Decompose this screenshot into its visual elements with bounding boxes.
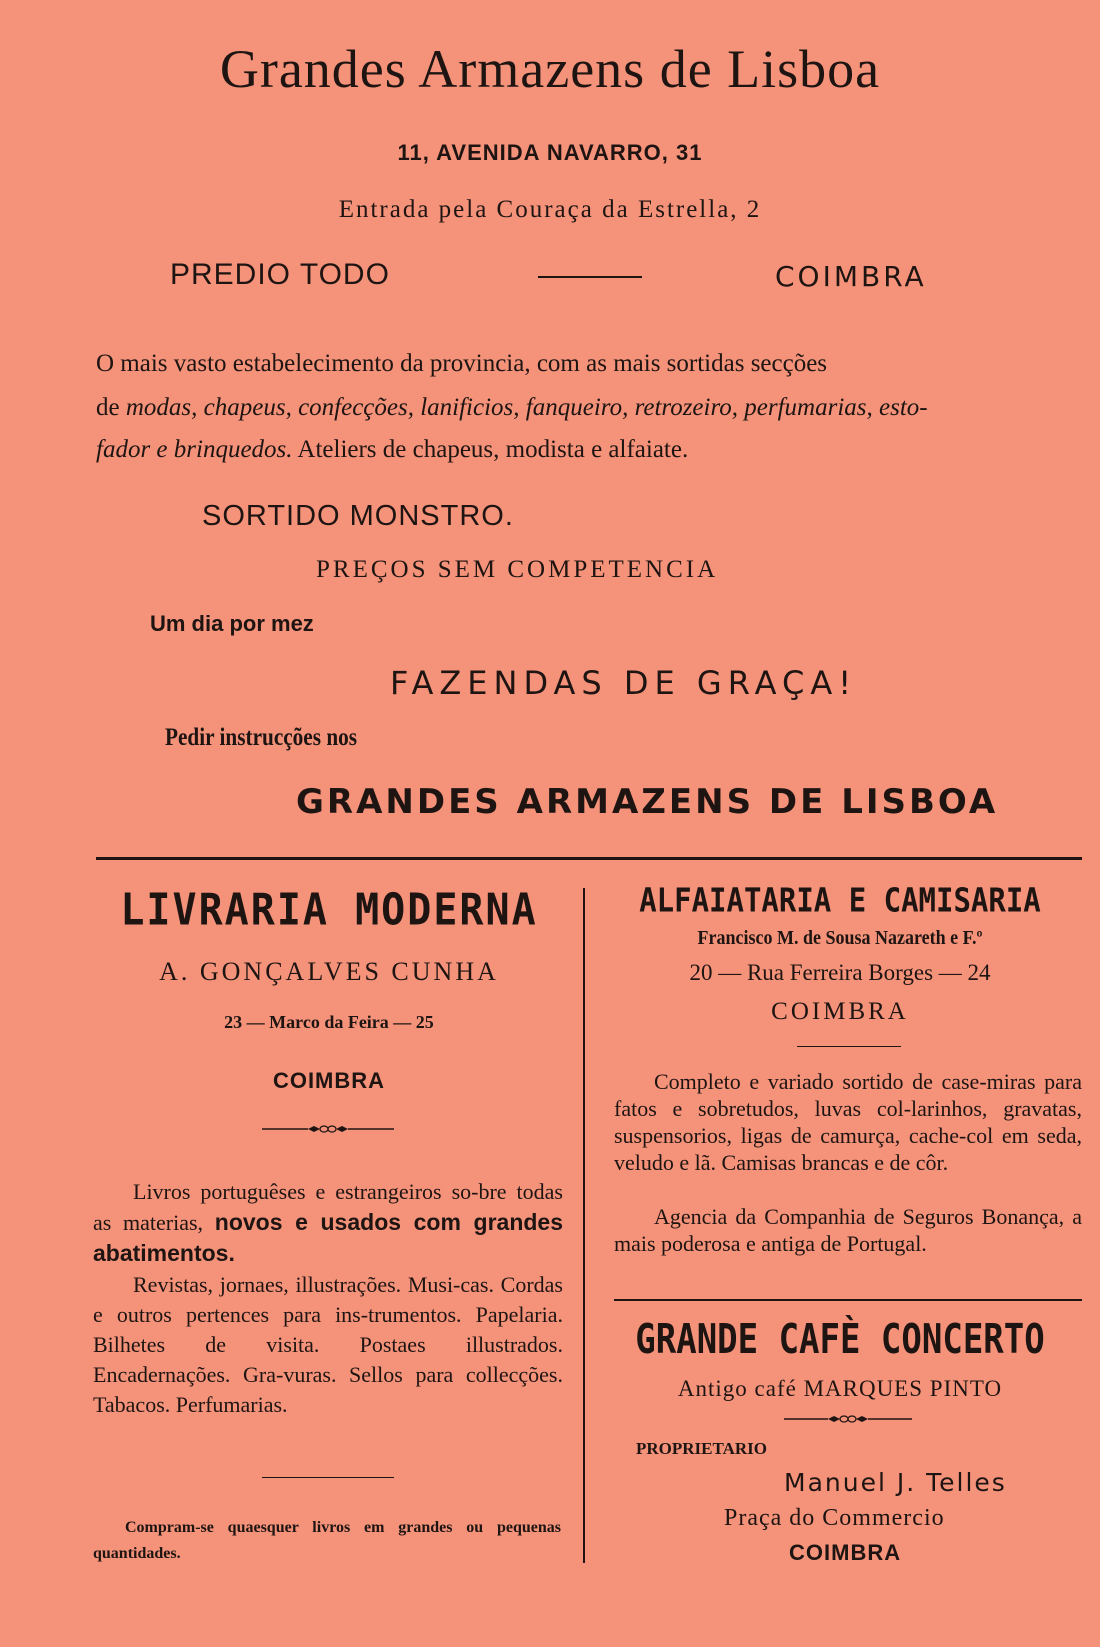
livraria-paragraph-2: Revistas, jornaes, illustrações. Musi-cas. Cordas e outros pertences para ins-trumentos. Papelaria. Bilhetes de visita. Postaes illustrados. Encadernações. Gra-vuras. Sellos para collecções. Tabacos. Perfumarias. [93, 1272, 563, 1417]
alfaiataria-address: 20 — Rua Ferreira Borges — 24 [689, 960, 991, 985]
right-column-divider [614, 1299, 1082, 1301]
livraria-rule [262, 1477, 394, 1478]
description-line-3-italic: fador e brinquedos. [96, 436, 293, 463]
description-line-3 [96, 436, 1090, 464]
entrance-line: Entrada pela Couraça da Estrella, 2 [338, 196, 762, 223]
description-line-3-rest: Ateliers de chapeus, modista e alfaiate. [292, 436, 689, 463]
predio-rule [538, 276, 642, 278]
main-address: 11, AVENIDA NAVARRO, 31 [397, 140, 703, 165]
description-line-1: O mais vasto estabelecimento da provincia, com as mais sortidas secções [96, 350, 828, 377]
description-line-2-prefix: de [96, 394, 126, 421]
livraria-p1-bold: novos e usados com grandes abatimentos. [93, 1209, 563, 1266]
livraria-footer: Compram-se quaesquer livros em grandes ou pequenas quantidades. [93, 1519, 561, 1562]
predio-label: PREDIO TODO [170, 258, 390, 291]
livraria-address: 23 — Marco da Feira — 25 [224, 1012, 434, 1032]
um-dia-line: Um dia por mez [150, 611, 314, 636]
ornament-divider-icon [784, 1412, 912, 1426]
livraria-city: COIMBRA [272, 1068, 386, 1093]
fazendas-line: FAZENDAS DE GRAÇA! [390, 664, 858, 702]
livraria-owner: A. GONÇALVES CUNHA [159, 957, 499, 986]
ornament-divider-icon [262, 1122, 394, 1136]
main-city: COIMBRA [775, 260, 927, 293]
alfaiataria-title: ALFAIATARIA E CAMISARIA [639, 880, 1041, 920]
grandes-armazens-footer: GRANDES ARMAZENS DE LISBOA [296, 782, 999, 822]
livraria-p1-text: Livros portuguêses e estrangeiros so-bre todas as materias, [93, 1179, 563, 1235]
cafe-subtitle: Antigo café MARQUES PINTO [677, 1376, 1003, 1401]
cafe-place: Praça do Commercio [724, 1505, 945, 1531]
main-title: Grandes Armazens de Lisboa [219, 39, 881, 99]
cafe-proprietor-label: PROPRIETARIO [636, 1439, 767, 1458]
horizontal-divider [96, 857, 1082, 860]
livraria-title: LIVRARIA MODERNA [120, 884, 538, 936]
cafe-proprietor-name: Manuel J. Telles [784, 1468, 1007, 1497]
alfaiataria-paragraph-1: Completo e variado sortido de case-miras para fatos e sobretudos, luvas col-larinhos, gravatas, suspensorios, ligas de camurça, cache-col em seda, veludo e lã. Camisas brancas e de côr. [614, 1069, 1082, 1175]
cafe-city: COIMBRA [789, 1540, 902, 1565]
alfaiataria-owner: Francisco M. de Sousa Nazareth e F.º [697, 927, 983, 949]
pedir-line: Pedir instrucções nos [165, 724, 358, 751]
vertical-divider [583, 888, 585, 1563]
description-line-2 [96, 394, 1090, 422]
description-line-2-italic: modas, chapeus, confecções, lanificios, fanqueiro, retrozeiro, perfumarias, esto- [125, 394, 928, 421]
sortido-line: SORTIDO MONSTRO. [202, 500, 514, 532]
alfaiataria-rule [797, 1046, 901, 1047]
alfaiataria-paragraph-2: Agencia da Companhia de Seguros Bonança, a mais poderosa e antiga de Portugal. [614, 1204, 1082, 1256]
livraria-paragraph-1 [93, 1177, 563, 1269]
cafe-title: GRANDE CAFÈ CONCERTO [635, 1316, 1045, 1364]
alfaiataria-city: COIMBRA [771, 998, 909, 1025]
precos-line: PREÇOS SEM COMPETENCIA [316, 556, 719, 583]
